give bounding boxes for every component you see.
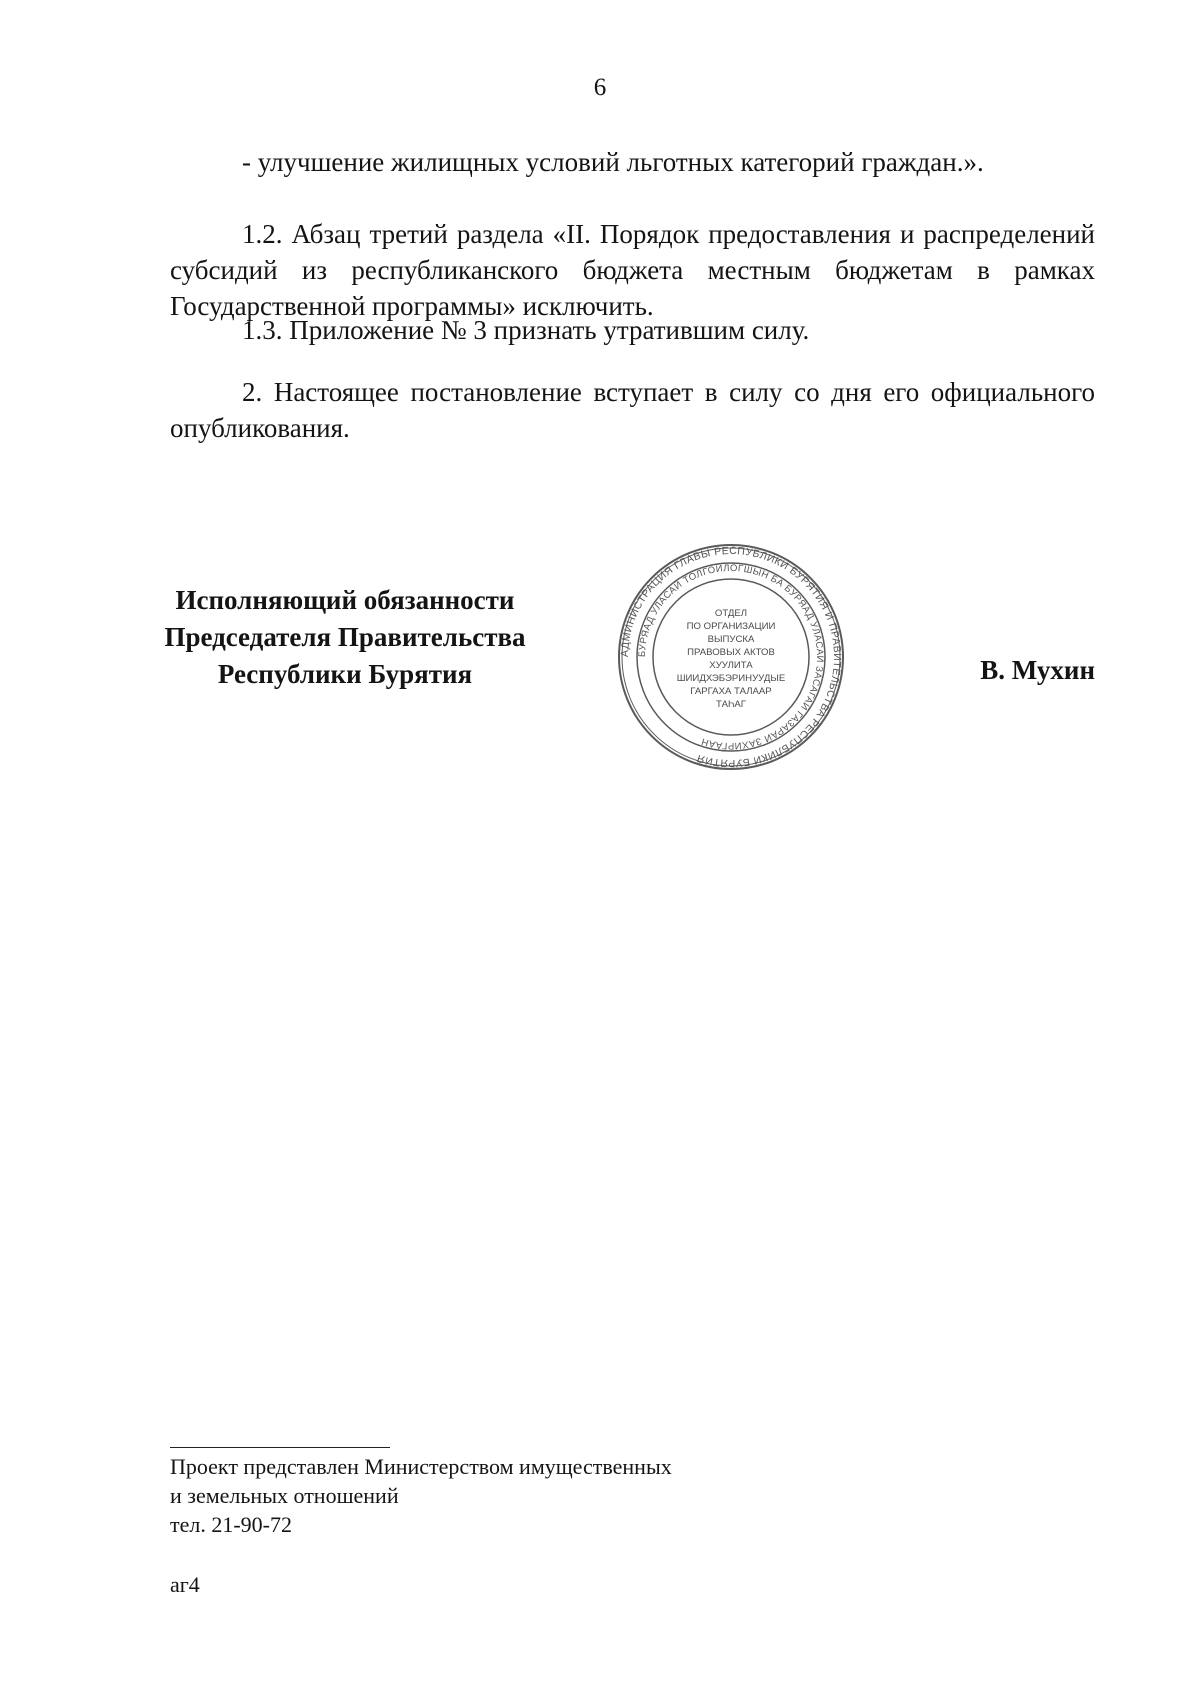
paragraph-2: 2. Настоящее постановление вступает в силу со дня его официального опубликования. — [170, 377, 1095, 443]
stamp-center-line: ГАРГАХА ТАЛААР — [690, 686, 772, 697]
footnote-divider — [170, 1447, 390, 1448]
stamp-inner-ring-text: БУРЯАД УЛАСАЙ ТОЛГОЙЛОГШЫН БА БУРЯАД УЛАСАЙ ЗАСАГАЙ ГАЗАРАЙ ЗАХИРГААН — [636, 562, 826, 752]
stamp-center-line: ВЫПУСКА — [707, 634, 755, 645]
paragraph-1-2: 1.2. Абзац третий раздела «II. Порядок предоставления и распределений субсидий из республиканского бюджета местным бюджетам в рамках Государственной программы» исключить. — [170, 219, 1095, 321]
paragraph-1-3: 1.3. Приложение № 3 признать утратившим силу. — [242, 315, 810, 345]
stamp-center-line: ШИИДХЭБЭРИНУУДЫЕ — [676, 673, 786, 684]
footnote — [170, 1452, 672, 1539]
paragraph-housing-improvement: - улучшение жилищных условий льготных категорий граждан.». — [242, 147, 984, 177]
footnote-line: Проект представлен Министерством имущественных — [170, 1454, 672, 1479]
document-code: аг4 — [170, 1572, 200, 1597]
signatory-position — [150, 582, 540, 693]
stamp-center-line: ОТДЕЛ — [714, 608, 748, 619]
stamp-center-line: ХУУЛИТА — [709, 660, 753, 671]
signatory-position-line: Исполняющий обязанности — [175, 585, 515, 615]
footnote-line: и земельных отношений — [170, 1483, 399, 1508]
page-number: 6 — [593, 74, 607, 101]
stamp-outer-ring-text: АДМИНИСТРАЦИЯ ГЛАВЫ РЕСПУБЛИКИ БУРЯТИЯ И ПРАВИТЕЛЬСТВА РЕСПУБЛИКИ БУРЯТИЯ — [618, 544, 844, 770]
signatory-name: В. Мухин — [980, 655, 1095, 685]
stamp-center-line: ПО ОРГАНИЗАЦИИ — [686, 621, 776, 632]
official-stamp — [616, 542, 846, 772]
stamp-center-line: ПРАВОВЫХ АКТОВ — [687, 647, 775, 658]
signatory-position-line: Председателя Правительства — [164, 622, 526, 652]
signatory-position-line: Республики Бурятия — [217, 659, 473, 689]
stamp-center-line: ТАҺАГ — [716, 699, 746, 710]
footnote-line: тел. 21-90-72 — [170, 1512, 293, 1537]
